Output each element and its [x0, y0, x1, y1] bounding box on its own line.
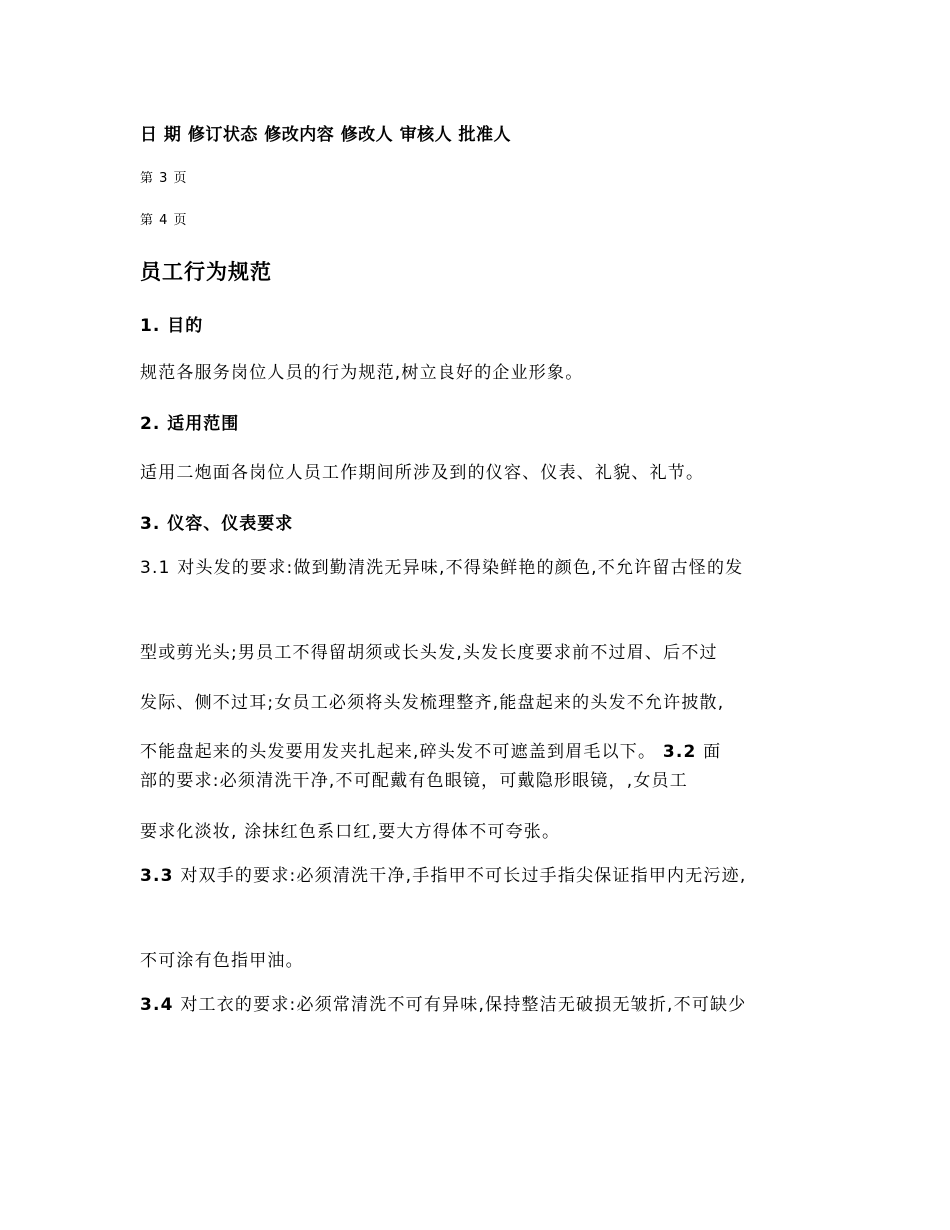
section-3-1-line-1: 对头发的要求:做到勤清洗无异味,不得染鲜艳的颜色,不允许留古怪的发 [170, 558, 744, 578]
section-2-heading: 2. 适用范围 [140, 414, 240, 434]
section-3-4-paragraph [140, 991, 830, 1020]
section-3-3-line-1: 对双手的要求:必须清洗干净,手指甲不可长过手指尖保证指甲内无污迹, [173, 866, 747, 886]
section-3-2-line-2: 要求化淡妆, 涂抹红色系口红,要大方得体不可夸张。 [140, 822, 561, 842]
section-1-text: 规范各服务岗位人员的行为规范,树立良好的企业形象。 [140, 363, 584, 383]
section-3-1-paragraph [140, 554, 830, 583]
section-1-heading: 1. 目的 [140, 316, 204, 336]
revision-table-header: 日 期 修订状态 修改内容 修改人 审核人 批准人 [140, 125, 512, 145]
section-3-2-number: 3.2 [662, 742, 697, 762]
document-title: 员工行为规范 [140, 260, 272, 284]
section-3-3-line-2: 不可涂有色指甲油。 [140, 951, 304, 971]
section-3-4-number: 3.4 [140, 995, 174, 1015]
section-3-1-line-4-and-3-2 [140, 737, 830, 762]
section-3-3-number: 3.3 [140, 866, 174, 886]
page-number-4: 第 4 页 [140, 213, 188, 228]
page-number-3: 第 3 页 [140, 171, 188, 186]
section-3-2-line-1b: 部的要求:必须清洗干净,不可配戴有色眼镜，可戴隐形眼镜，,女员工 [140, 771, 688, 791]
section-3-1-line-2: 型或剪光头;男员工不得留胡须或长头发,头发长度要求前不过眉、后不过 [140, 643, 718, 663]
section-2-text: 适用二炮面各岗位人员工作期间所涉及到的仪容、仪表、礼貌、礼节。 [140, 463, 705, 483]
section-3-4-line-1: 对工衣的要求:必须常清洗不可有异味,保持整洁无破损无皱折,不可缺少 [173, 995, 747, 1015]
section-3-1-number: 3.1 [140, 558, 171, 578]
section-3-heading: 3. 仪容、仪表要求 [140, 514, 294, 534]
section-3-1-line-4: 不能盘起来的头发要用发夹扎起来,碎头发不可遮盖到眉毛以下。 [140, 742, 663, 762]
section-3-1-line-3: 发际、侧不过耳;女员工必须将头发梳理整齐,能盘起来的头发不允许披散, [140, 693, 725, 713]
section-3-2-line-1a: 面 [696, 742, 722, 762]
section-3-3-paragraph [140, 862, 830, 891]
